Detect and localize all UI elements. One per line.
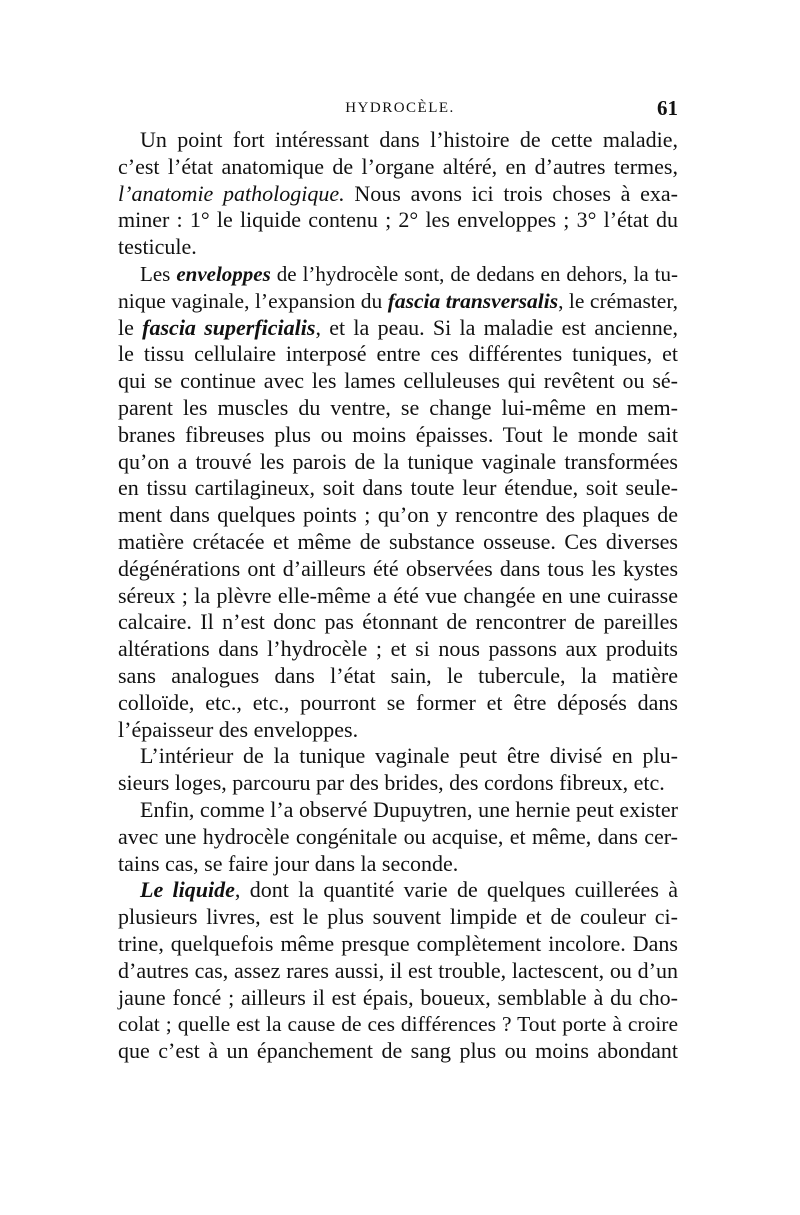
text-run: sans analogues dans l’état sain, le tubercule, la matière (118, 662, 678, 688)
text-line (118, 422, 678, 449)
text-line (118, 181, 678, 208)
text-run: L’intérieur de la tunique vaginale peut être divisé en plu- (140, 743, 678, 769)
text-line (118, 636, 678, 663)
text-run: Nous avons ici trois choses à exa- (344, 180, 679, 206)
text-run: , dont la quantité varie de quelques cuillerées à (234, 877, 678, 903)
text-line (118, 931, 678, 958)
text-run: jaune foncé ; ailleurs il est épais, boueux, semblable à du cho- (118, 984, 678, 1010)
text-line (118, 583, 678, 610)
body-text (118, 127, 678, 1065)
text-run: Les (140, 261, 177, 286)
text-line (118, 234, 678, 261)
text-run: le tissu cellulaire interposé entre ces différentes tuniques, et (118, 341, 678, 367)
text-run: Enfin, comme l’a observé Dupuytren, une hernie peut exister (140, 796, 678, 822)
text-run: qu’on a trouvé les parois de la tunique vaginale transformées (118, 448, 678, 474)
text-run: parent les muscles du ventre, se change lui-même en mem- (118, 394, 678, 420)
text-line (118, 449, 678, 476)
text-line (118, 663, 678, 690)
text-run: , et la peau. Si la maladie est ancienne, (315, 314, 678, 340)
emphasized-text: Le liquide (140, 877, 235, 903)
text-line (118, 207, 678, 234)
text-run: calcaire. Il n’est donc pas étonnant de rencontrer de pareilles (118, 609, 678, 635)
text-line (118, 341, 678, 368)
text-line (118, 368, 678, 395)
text-run: ment dans quelques points ; qu’on y rencontre des plaques de (118, 502, 678, 528)
text-run: branes fibreuses plus ou moins épaisses. Tout le monde sait (118, 421, 678, 447)
running-title: HYDROCÈLE. (345, 100, 455, 116)
text-line (118, 315, 678, 342)
text-run: qui se continue avec les lames celluleuses qui revêtent ou sé- (118, 368, 678, 394)
text-line (118, 1011, 678, 1038)
text-line (118, 475, 678, 502)
text-line (118, 877, 678, 904)
text-run: d’autres cas, assez rares aussi, il est trouble, lactescent, ou d’un (118, 957, 678, 983)
text-line (118, 154, 678, 181)
text-line (118, 797, 678, 824)
text-line (118, 851, 678, 878)
text-line (118, 609, 678, 636)
text-line (118, 743, 678, 770)
text-line (118, 690, 678, 717)
text-line (118, 261, 678, 288)
text-run: le (118, 314, 143, 340)
text-line (118, 395, 678, 422)
text-line (118, 502, 678, 529)
emphasized-text: fascia transversalis (387, 288, 559, 313)
emphasized-text: l’anatomie pathologique. (118, 180, 345, 206)
text-run: testicule. (118, 234, 197, 260)
text-line (118, 1038, 678, 1065)
text-run: de l’hydrocèle sont, de dedans en dehors, la tu- (270, 261, 678, 286)
text-run: c’est l’état anatomique de l’organe altéré, en d’autres termes, (118, 153, 678, 179)
text-run: altérations dans l’hydrocèle ; et si nous passons aux produits (118, 636, 678, 662)
text-run: en tissu cartilagineux, soit dans toute leur étendue, soit seule- (118, 475, 678, 501)
text-run: colat ; quelle est la cause de ces différences ? Tout porte à croire (118, 1012, 678, 1037)
text-line (118, 958, 678, 985)
text-run: miner : 1° le liquide contenu ; 2° les enveloppes ; 3° l’état du (118, 207, 678, 233)
text-run: tains cas, se faire jour dans la seconde. (118, 850, 459, 876)
text-run: séreux ; la plèvre elle-même a été vue changée en une cuirasse (118, 582, 678, 608)
text-line (118, 556, 678, 583)
page-number: 61 (657, 96, 678, 120)
text-run: trine, quelquefois même presque complètement incolore. Dans (118, 930, 678, 956)
text-run: plusieurs livres, est le plus souvent limpide et de couleur ci- (118, 904, 678, 930)
emphasized-text: enveloppes (176, 261, 271, 286)
text-line (118, 770, 678, 797)
text-run: , le crémaster, (558, 288, 678, 313)
text-line (118, 717, 678, 744)
text-run: nique vaginale, l’expansion du (118, 288, 388, 313)
text-run: dégénérations ont d’ailleurs été observées dans tous les kystes (118, 555, 678, 581)
text-run: l’épaisseur des enveloppes. (118, 716, 359, 742)
text-line (118, 904, 678, 931)
page-header (120, 96, 680, 126)
text-line (118, 985, 678, 1012)
text-line (118, 288, 678, 315)
text-run: sieurs loges, parcouru par des brides, des cordons fibreux, etc. (118, 770, 665, 796)
text-run: colloïde, etc., etc., pourront se former et être déposés dans (118, 689, 678, 715)
emphasized-text: fascia superficialis (142, 314, 316, 340)
text-line (118, 529, 678, 556)
text-line (118, 127, 678, 154)
text-run: Un point fort intéressant dans l’histoire de cette maladie, (140, 127, 678, 152)
text-line (118, 824, 678, 851)
text-run: avec une hydrocèle congénitale ou acquise, et même, dans cer- (118, 823, 678, 849)
text-run: matière crétacée et même de substance osseuse. Ces diverses (118, 528, 678, 554)
text-run: que c’est à un épanchement de sang plus ou moins abondant (118, 1038, 678, 1064)
